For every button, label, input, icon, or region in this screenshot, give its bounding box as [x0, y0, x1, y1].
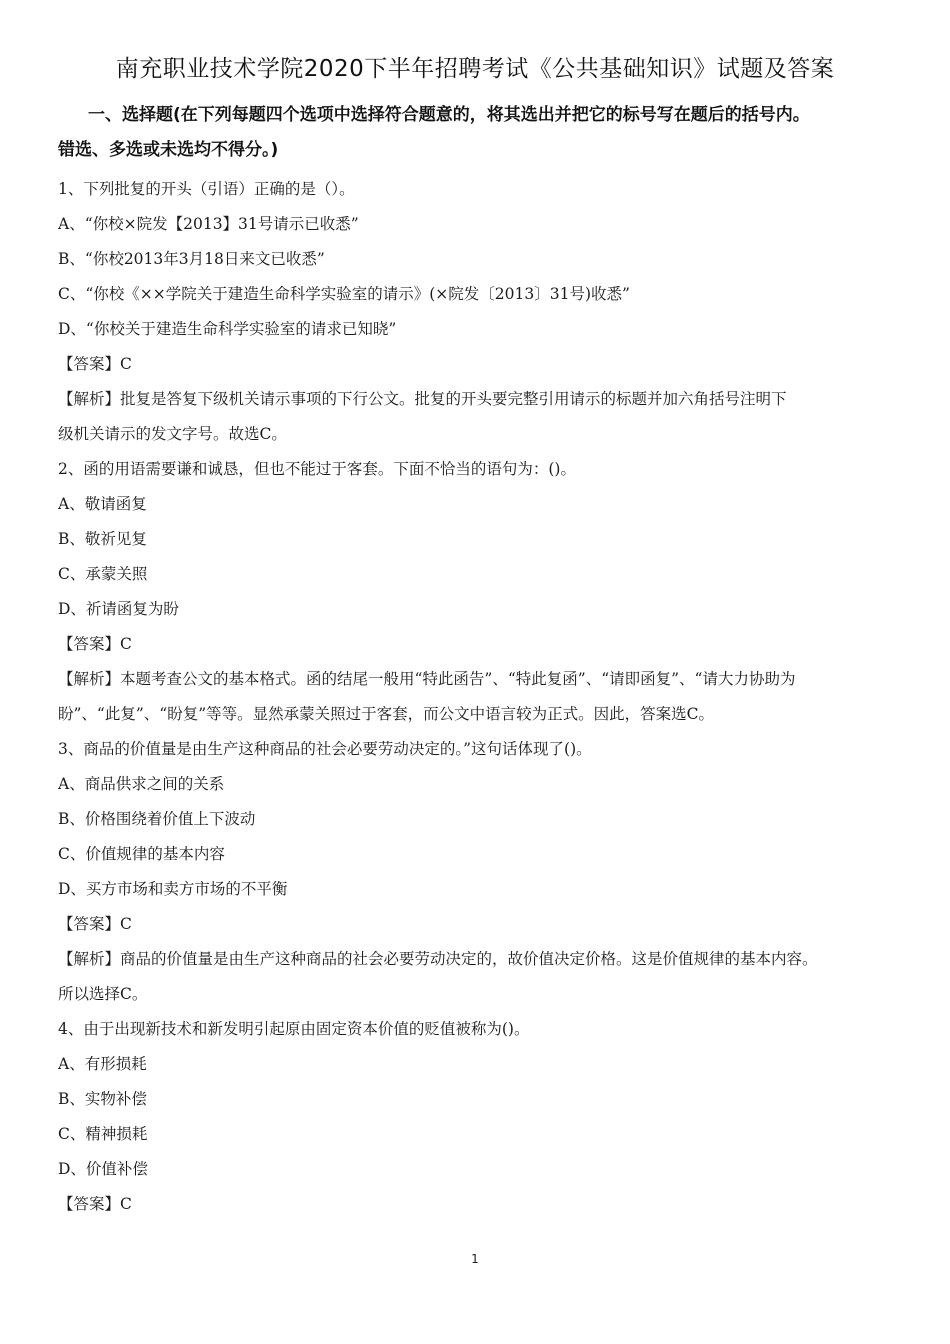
document-title: 南充职业技术学院2020下半年招聘考试《公共基础知识》试题及答案 — [115, 56, 835, 82]
section-heading — [58, 98, 898, 168]
analysis-line: 【解析】商品的价值量是由生产这种商品的社会必要劳动决定的，故价值决定价格。这是价值规律的基本内容。 — [58, 950, 818, 968]
option-d: D、祈请函复为盼 — [58, 600, 179, 618]
option-d: D、价值补偿 — [58, 1160, 148, 1178]
question-1 — [58, 172, 898, 452]
option-c: C、价值规律的基本内容 — [58, 845, 225, 863]
analysis-line: 【解析】本题考查公文的基本格式。函的结尾一般用“特此函告”、“特此复函”、“请即函复”、“请大力协助为 — [58, 670, 796, 688]
answer: 【答案】C — [58, 1195, 132, 1213]
option-d: D、买方市场和卖方市场的不平衡 — [58, 880, 288, 898]
question-stem: 2、函的用语需要谦和诚恳，但也不能过于客套。下面不恰当的语句为：()。 — [58, 460, 576, 478]
analysis-line: 级机关请示的发文字号。故选C。 — [58, 425, 287, 443]
option-b: B、实物补偿 — [58, 1090, 147, 1108]
option-b: B、“你校2013年3月18日来文已收悉” — [58, 250, 325, 268]
option-d: D、“你校关于建造生命科学实验室的请求已知晓” — [58, 320, 397, 338]
question-stem: 1、下列批复的开头（引语）正确的是（）。 — [58, 180, 355, 198]
analysis-line: 所以选择C。 — [58, 985, 148, 1003]
option-b: B、敬祈见复 — [58, 530, 147, 548]
question-3 — [58, 732, 898, 1012]
option-c: C、承蒙关照 — [58, 565, 148, 583]
option-b: B、价格围绕着价值上下波动 — [58, 810, 256, 828]
question-4 — [58, 1012, 898, 1222]
option-a: A、“你校×院发【2013】31号请示已收悉” — [58, 215, 359, 233]
option-a: A、商品供求之间的关系 — [58, 775, 225, 793]
option-c: C、精神损耗 — [58, 1125, 148, 1143]
option-a: A、有形损耗 — [58, 1055, 147, 1073]
answer: 【答案】C — [58, 635, 132, 653]
option-c: C、“你校《××学院关于建造生命科学实验室的请示》(×院发〔2013〕31号)收悉” — [58, 285, 630, 303]
page-number: 1 — [471, 1252, 479, 1266]
section-heading-line-1: 一、选择题(在下列每题四个选项中选择符合题意的，将其选出并把它的标号写在题后的括号内。 — [88, 105, 810, 125]
answer: 【答案】C — [58, 355, 132, 373]
answer: 【答案】C — [58, 915, 132, 933]
question-2 — [58, 452, 898, 732]
option-a: A、敬请函复 — [58, 495, 147, 513]
question-list — [58, 172, 898, 1222]
analysis-line: 【解析】批复是答复下级机关请示事项的下行公文。批复的开头要完整引用请示的标题并加六角括号注明下 — [58, 390, 787, 408]
question-stem: 3、商品的价值量是由生产这种商品的社会必要劳动决定的。”这句话体现了()。 — [58, 740, 592, 758]
analysis-line: 盼”、“此复”、“盼复”等等。显然承蒙关照过于客套，而公文中语言较为正式。因此，答案选C。 — [58, 705, 714, 723]
section-heading-line-2: 错选、多选或未选均不得分。) — [58, 140, 279, 160]
question-stem: 4、由于出现新技术和新发明引起原由固定资本价值的贬值被称为()。 — [58, 1020, 530, 1038]
